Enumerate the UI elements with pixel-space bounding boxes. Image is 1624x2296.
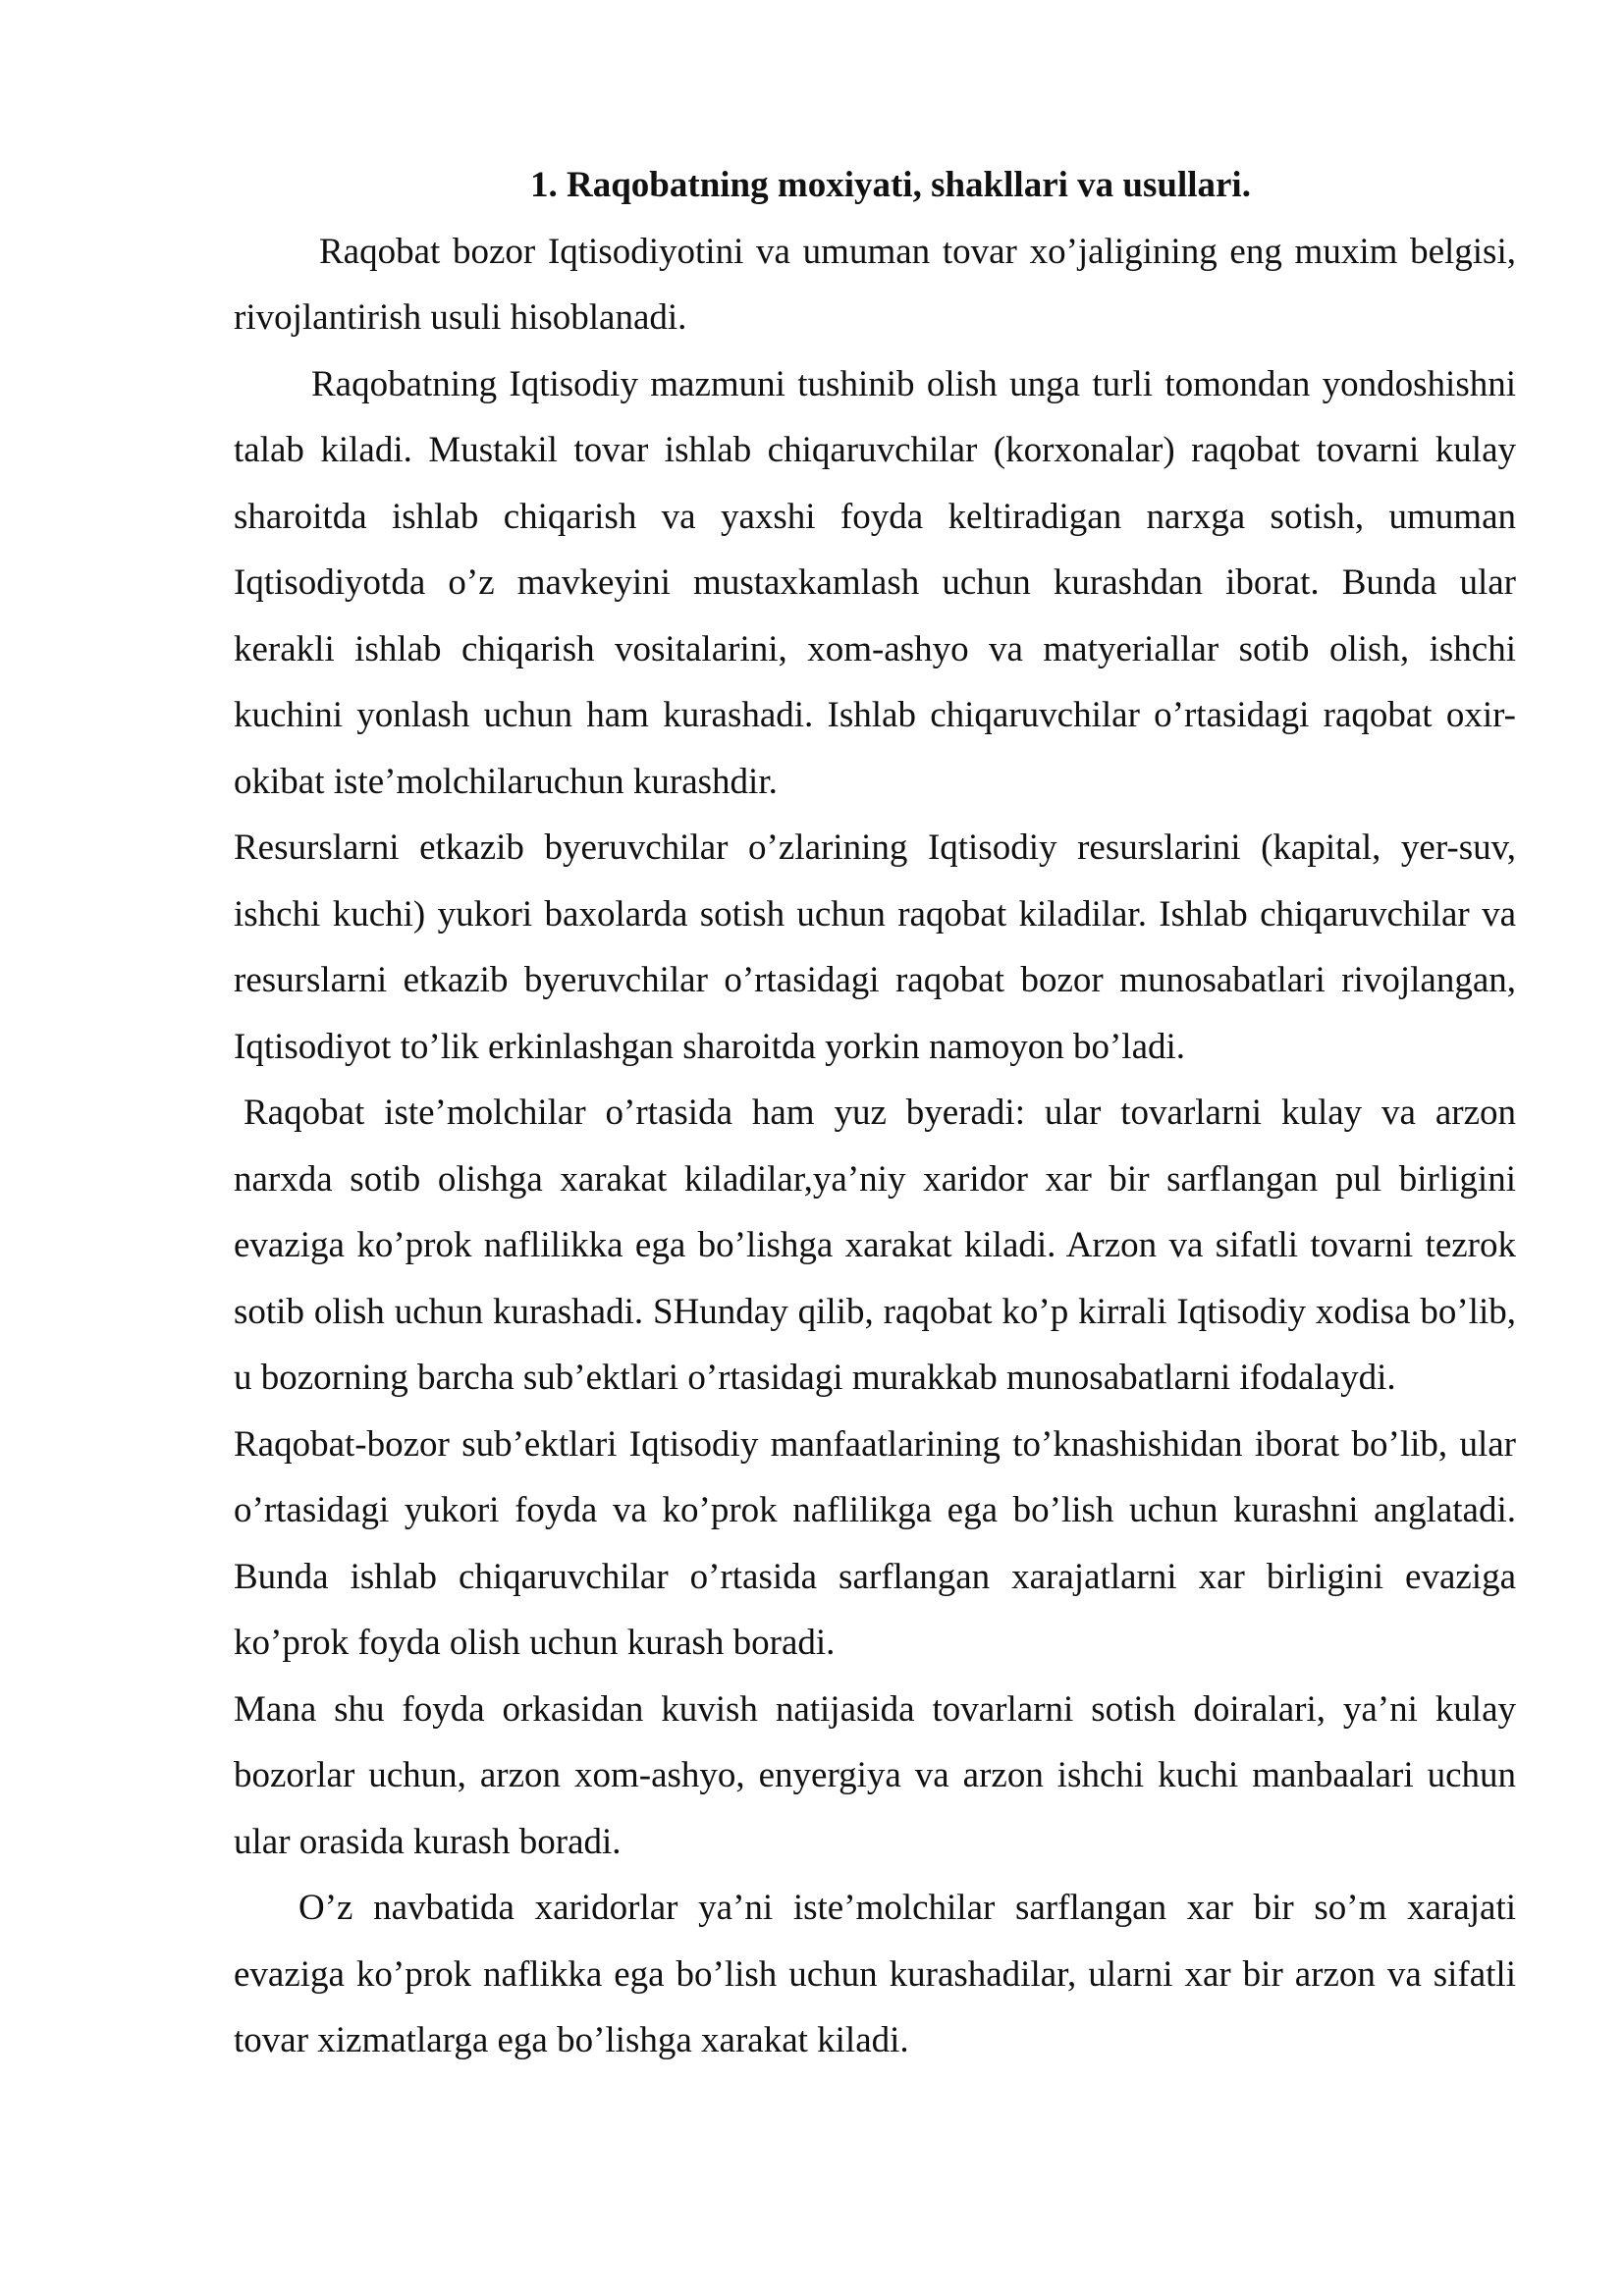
section-title: 1. Raqobatning moxiyati, shakllari va usullari. (530, 165, 1251, 205)
paragraph-2: Raqobatning Iqtisodiy mazmuni tushinib olish unga turli tomondan yondoshishni talab kiladi. Mustakil tovar ishlab chiqaruvchilar (korxonalar) raqobat tovarni kulay sharoitda ishlab chiqarish va yaxshi foyda keltiradigan narxga sotish, umuman Iqtisodiyotda o’z mavkeyini mustaxkamlash uchun kurashdan iborat. Bunda ular kerakli ishlab chiqarish vositalarini, xom-ashyo va matyeriallar sotib olish, ishchi kuchini yonlash uchun ham kurashadi. Ishlab chiqaruvchilar o’rtasidagi raqobat oxir-okibat iste’molchilaruchun kurashdir. (234, 363, 1516, 802)
paragraph-5: Raqobat-bozor sub’ektlari Iqtisodiy manfaatlarining to’knashishidan iborat bo’lib, ular o’rtasidagi yukori foyda va ko’prok naflilikga ega bo’lish uchun kurashni anglatadi. Bunda ishlab chiqaruvchilar o’rtasida sarflangan xarajatlarni xar birligini evaziga ko’prok foyda olish uchun kurash boradi. (234, 1423, 1516, 1663)
paragraph-3: Resurslarni etkazib byeruvchilar o’zlarining Iqtisodiy resurslarini (kapital, yer-suv, ishchi kuchi) yukori baxolarda sotish uchun raqobat kiladilar. Ishlab chiqaruvchilar va resurslarni etkazib byeruvchilar o’rtasidagi raqobat bozor munosabatlari rivojlangan, Iqtisodiyot to’lik erkinlashgan sharoitda yorkin namoyon bo’ladi. (234, 828, 1516, 1067)
document-page (234, 152, 1516, 2074)
paragraph-6: Mana shu foyda orkasidan kuvish natijasida tovarlarni sotish doiralari, ya’ni kulay bozorlar uchun, arzon xom-ashyo, enyergiya va arzon ishchi kuchi manbaalari uchun ular orasida kurash boradi. (234, 1688, 1516, 1862)
paragraph-1: Raqobat bozor Iqtisodiyotini va umuman tovar xo’jaligining eng muxim belgisi, rivojlantirish usuli hisoblanadi. (234, 231, 1516, 338)
paragraph-7: O’z navbatida xaridorlar ya’ni iste’molchilar sarflangan xar bir so’m xarajati evaziga ko’prok naflikka ega bo’lish uchun kurashadilar, ularni xar bir arzon va sifatli tovar xizmatlarga ega bo’lishga xarakat kiladi. (234, 1888, 1516, 2060)
paragraph-4: Raqobat iste’molchilar o’rtasida ham yuz byeradi: ular tovarlarni kulay va arzon narxda sotib olishga xarakat kiladilar,ya’niy xaridor xar bir sarflangan pul birligini evaziga ko’prok naflilikka ega bo’lishga xarakat kiladi. Arzon va sifatli tovarni tezrok sotib olish uchun kurashadi. SHunday qilib, raqobat ko’p kirrali Iqtisodiy xodisa bo’lib, u bozorning barcha sub’ektlari o’rtasidagi murakkab munosabatlarni ifodalaydi. (234, 1093, 1516, 1398)
